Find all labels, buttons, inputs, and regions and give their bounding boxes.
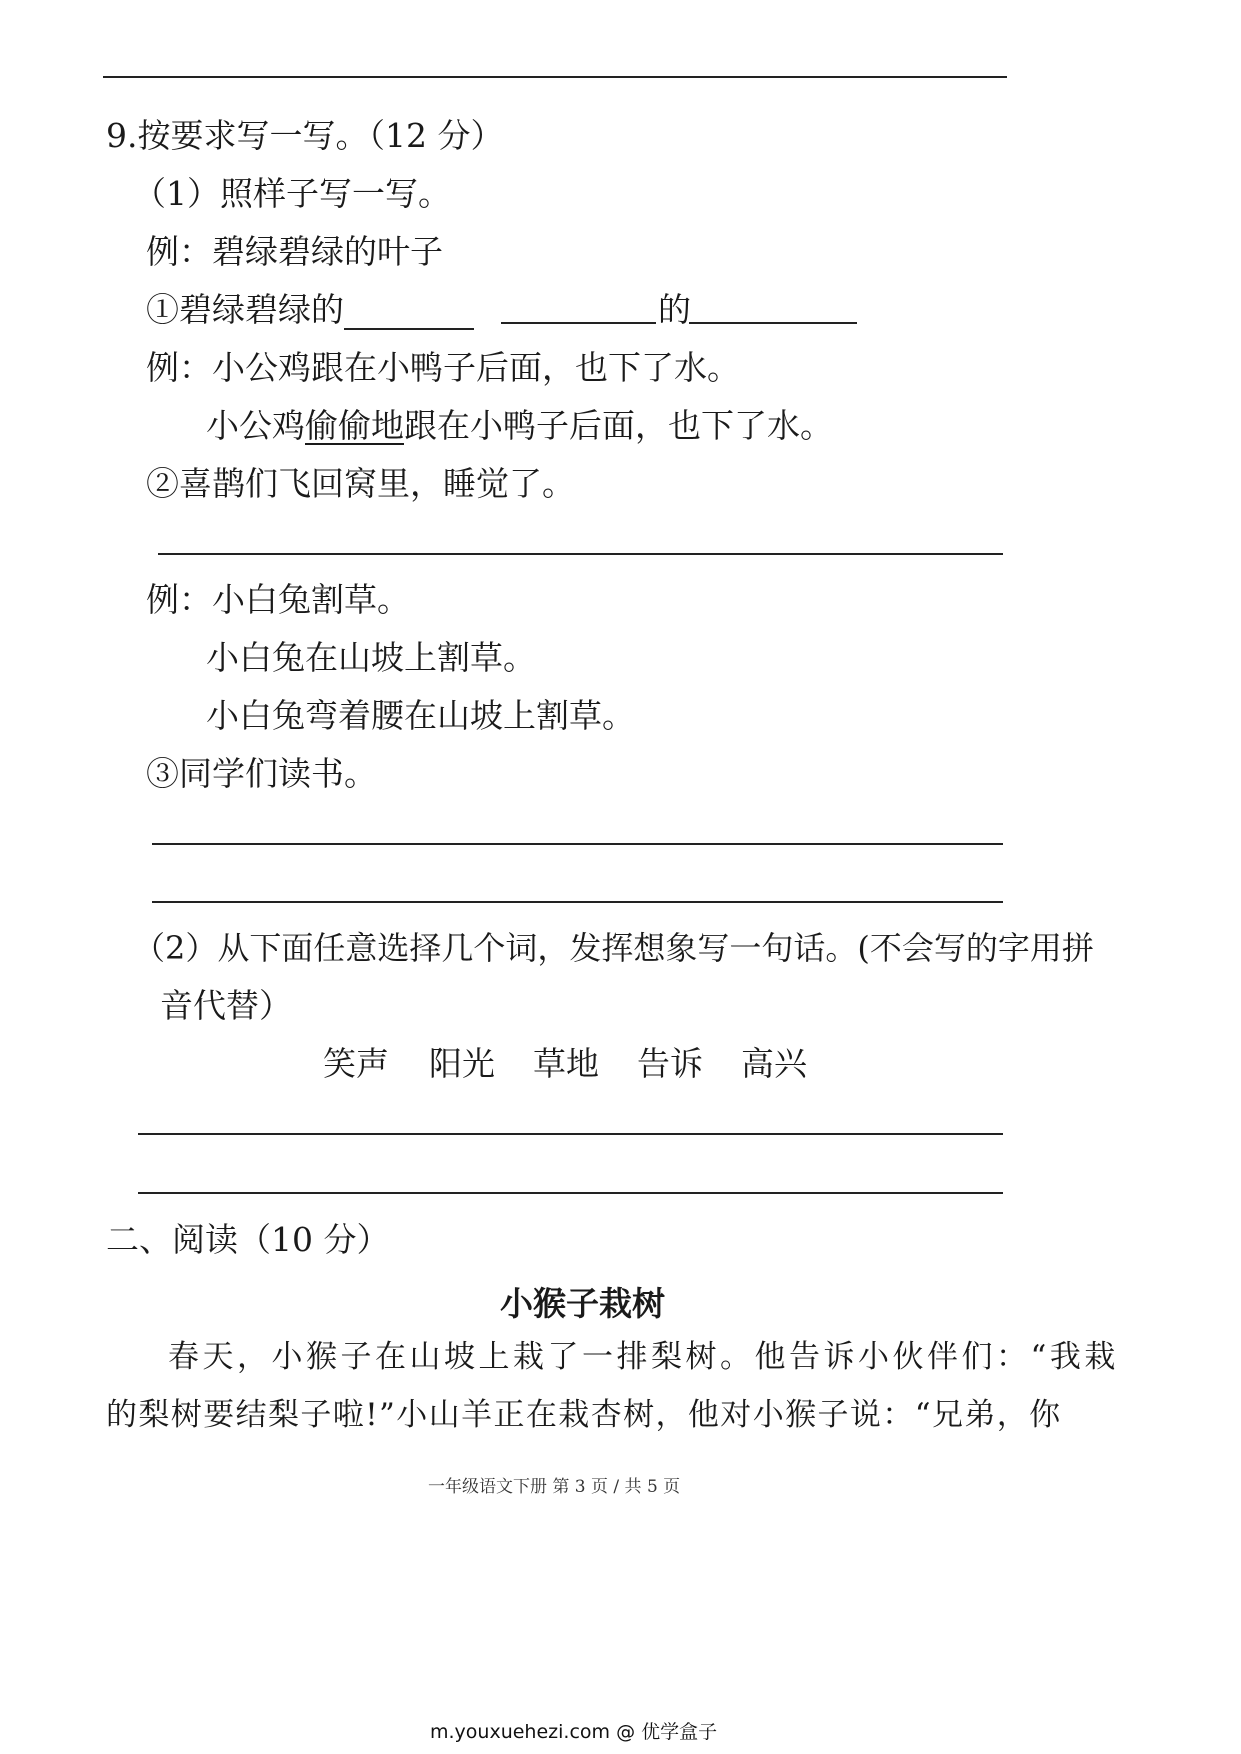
answer-line-3b[interactable] bbox=[152, 901, 1003, 903]
answer-blank-2[interactable] bbox=[501, 290, 656, 324]
example-3-line-3: 小白兔弯着腰在山坡上割草。 bbox=[206, 696, 635, 735]
top-rule bbox=[103, 76, 1007, 78]
item-3: ③同学们读书。 bbox=[146, 754, 377, 793]
underlined-adverb: 偷偷地 bbox=[305, 406, 404, 445]
story-title: 小猴子栽树 bbox=[500, 1284, 665, 1323]
item-1-prefix: ①碧绿碧绿的 bbox=[146, 290, 344, 329]
example-2-line-1: 例：小公鸡跟在小鸭子后面，也下了水。 bbox=[146, 348, 740, 387]
word-option: 告诉 bbox=[637, 1044, 703, 1083]
word-option: 草地 bbox=[533, 1044, 599, 1083]
story-paragraph-line-2: 的梨树要结梨子啦!”小山羊正在栽杏树，他对小猴子说：“兄弟，你 bbox=[106, 1397, 1062, 1433]
example-2-line-2-post: 跟在小鸭子后面，也下了水。 bbox=[404, 406, 833, 445]
item-1 bbox=[146, 290, 474, 330]
part2-label-line-1: （2）从下面任意选择几个词，发挥想象写一句话。(不会写的字用拼 bbox=[133, 929, 1094, 967]
page-footer: 一年级语文下册 第 3 页 / 共 5 页 bbox=[428, 1477, 681, 1497]
answer-line-4a[interactable] bbox=[138, 1133, 1003, 1135]
question-title: 9.按要求写一写。（12 分） bbox=[106, 116, 504, 155]
part2-label-line-2: 音代替） bbox=[160, 986, 292, 1025]
word-option: 高兴 bbox=[741, 1044, 807, 1083]
answer-blank-3[interactable] bbox=[689, 290, 857, 324]
reading-section-header: 二、阅读（10 分） bbox=[106, 1220, 390, 1259]
word-option: 阳光 bbox=[429, 1044, 495, 1083]
part1-label: （1）照样子写一写。 bbox=[133, 174, 451, 213]
example-1: 例：碧绿碧绿的叶子 bbox=[146, 232, 443, 271]
story-paragraph-line-1: 春天，小猴子在山坡上栽了一排梨树。他告诉小伙伴们：“我栽 bbox=[168, 1339, 1119, 1375]
answer-line-2[interactable] bbox=[158, 553, 1003, 555]
item-1-mid: 的 bbox=[658, 290, 691, 329]
example-3-line-1: 例：小白兔割草。 bbox=[146, 580, 410, 619]
item-2: ②喜鹊们飞回窝里，睡觉了。 bbox=[146, 464, 575, 503]
example-2-line-2-pre: 小公鸡 bbox=[206, 406, 305, 445]
word-option: 笑声 bbox=[323, 1044, 389, 1083]
example-2-line-2 bbox=[206, 406, 833, 446]
example-3-line-2: 小白兔在山坡上割草。 bbox=[206, 638, 536, 677]
answer-blank-1[interactable] bbox=[344, 296, 474, 330]
answer-line-4b[interactable] bbox=[138, 1192, 1003, 1194]
watermark: m.youxuehezi.com @ 优学盒子 bbox=[430, 1721, 718, 1743]
answer-line-3a[interactable] bbox=[152, 843, 1003, 845]
